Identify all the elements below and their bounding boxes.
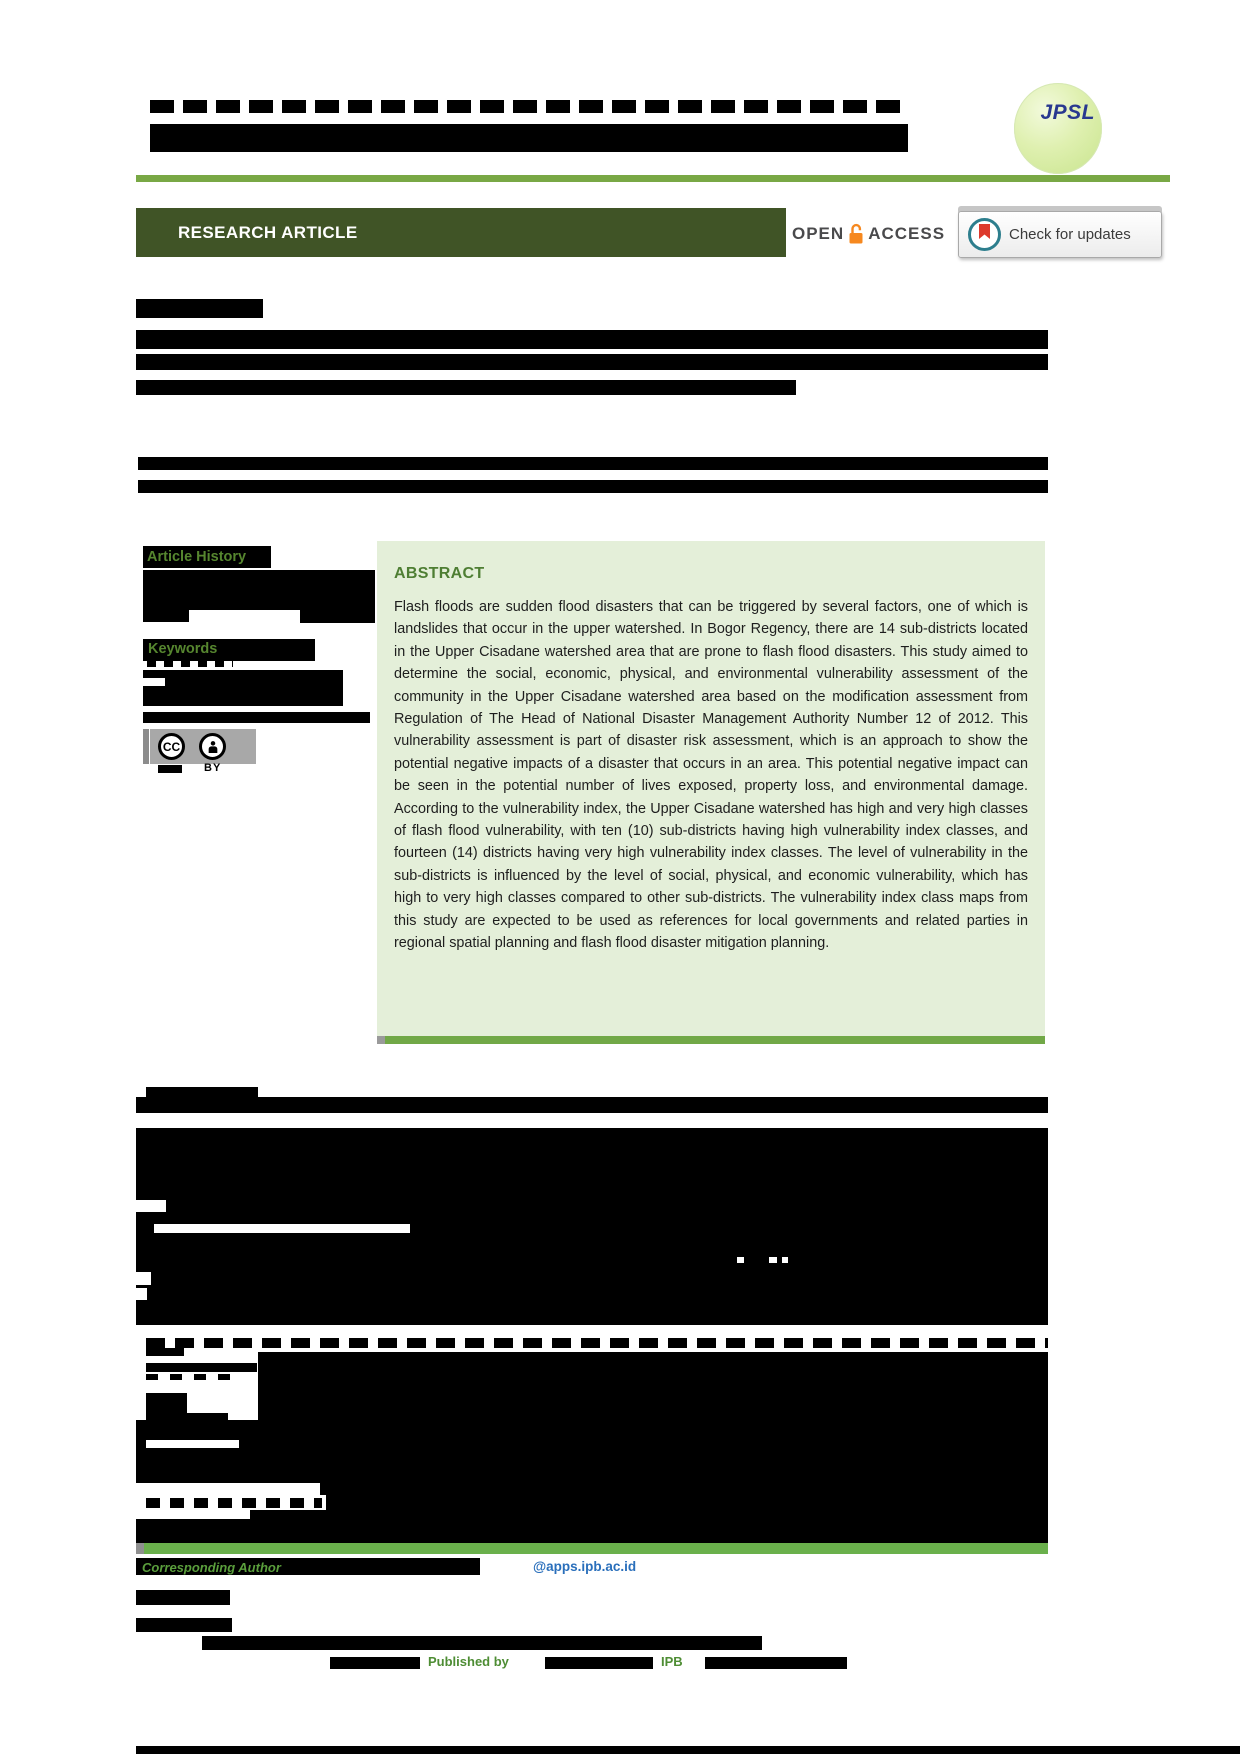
open-access-word-access: ACCESS	[868, 224, 946, 243]
redaction-gap	[136, 1272, 151, 1285]
redacted-dashed-line	[146, 1338, 1048, 1348]
footer-divider-cap	[136, 1543, 144, 1554]
corresponding-author-label: Corresponding Author	[142, 1560, 281, 1575]
logo-text: JPSL	[1040, 101, 1095, 124]
redacted-article-history-dates	[300, 610, 375, 623]
redacted-body-line	[146, 1393, 187, 1413]
license-badge-edge	[143, 729, 149, 764]
redaction-gap	[154, 1224, 410, 1233]
redaction-gap	[782, 1257, 788, 1263]
check-for-updates-button[interactable]	[958, 211, 1162, 258]
redacted-publisher-segment	[705, 1657, 847, 1669]
redacted-author-line	[136, 354, 1048, 370]
redacted-body-line	[136, 1097, 1048, 1113]
crossmark-bookmark-icon	[979, 224, 990, 239]
corresponding-author-email-link[interactable]: @apps.ipb.ac.id	[533, 1559, 637, 1574]
abstract-panel	[377, 541, 1045, 1036]
redacted-journal-title-line	[150, 100, 906, 113]
footer-green-divider	[136, 1543, 1048, 1554]
publisher-text-fragment: IPB	[661, 1654, 683, 1669]
redacted-keyword-dashes	[147, 661, 233, 667]
redacted-footer-line	[136, 1618, 232, 1632]
publisher-text-fragment: Published by	[428, 1654, 509, 1669]
abstract-heading: ABSTRACT	[394, 565, 485, 582]
research-article-banner	[136, 208, 786, 257]
header-green-rule	[136, 175, 1170, 182]
redacted-affiliation-line	[138, 457, 1048, 470]
redacted-keyword-line	[143, 712, 370, 723]
redaction-gap	[146, 1440, 239, 1448]
redacted-body-block	[258, 1352, 1048, 1543]
redacted-publisher-segment	[545, 1657, 653, 1669]
redaction-gap	[737, 1257, 744, 1263]
redaction-gap	[136, 1288, 147, 1300]
redacted-journal-subtitle	[150, 124, 908, 152]
redacted-license-caption	[158, 765, 182, 773]
redacted-body-line	[146, 1363, 257, 1372]
by-label: BY	[204, 762, 222, 774]
redacted-body-line	[146, 1413, 228, 1420]
person-icon	[199, 733, 226, 760]
redacted-affiliation-line	[136, 380, 796, 395]
redacted-article-history-dates	[143, 570, 375, 610]
redaction-gap	[769, 1257, 777, 1263]
article-history-label: Article History	[147, 549, 247, 565]
redacted-publisher-segment	[330, 1657, 420, 1669]
redaction-gap	[136, 1200, 166, 1212]
open-access-word-open: OPEN	[792, 224, 845, 243]
open-padlock-icon	[848, 223, 864, 245]
check-for-updates-label: Check for updates	[1009, 226, 1131, 243]
redacted-author-line	[136, 299, 263, 318]
crossmark-icon	[968, 218, 1001, 251]
redacted-footer-line	[136, 1590, 230, 1605]
redacted-dashed-line	[146, 1498, 322, 1508]
redacted-article-history-dates	[143, 610, 189, 622]
redacted-body-line	[146, 1348, 184, 1356]
redacted-bottom-strip	[136, 1746, 1240, 1754]
redaction-gap	[136, 1510, 250, 1519]
abstract-text: Flash floods are sudden flood disasters that can be triggered by several factors, one of which is landslides that occur in the upper watershed. In Bogor Regency, there are 14 sub-districts located in the Upper Cisadane watershed area that are prone to flash flood disasters. This study aimed to determine the social, economic, physical, and environmental vulnerability assessment of the community in the Upper Cisadane watershed area based on the modification assessment from Regulation of The Head of National Disaster Management Authority Number 12 of 2012. This vulnerability assessment is part of disaster risk assessment, which is an approach to show the potential negative impacts of a disaster that occurs in an area. This potential negative impact can be seen in the potential number of lives exposed, property loss, and environmental damage. According to the vulnerability index, the Upper Cisadane watershed has high and very high classes of flash flood vulnerability, with ten (10) sub-districts having high vulnerability index classes, and fourteen (14) districts having very high vulnerability index classes. The level of vulnerability in the sub-districts is influenced by the level of social, physical, and economic vulnerability, which has high to very high classes compared to other sub-districts. The vulnerability index class maps from this study are expected to be used as references for local governments and related parties in regional spatial planning and flash flood disaster mitigation planning.	[394, 599, 1028, 952]
cc-by-license-badge[interactable]	[150, 729, 256, 764]
redacted-keyword-line	[143, 670, 343, 706]
redacted-author-line	[136, 330, 1048, 349]
keywords-label: Keywords	[148, 641, 218, 657]
jpsl-journal-logo	[1014, 83, 1102, 174]
research-article-label: RESEARCH ARTICLE	[178, 222, 358, 242]
redaction-gap	[136, 1483, 320, 1495]
abstract-bottom-border	[377, 1036, 1045, 1044]
redacted-small-dashes	[146, 1374, 236, 1380]
cc-icon: CC	[158, 733, 185, 760]
redacted-section-heading	[146, 1087, 258, 1097]
redacted-footer-line	[202, 1636, 762, 1650]
abstract-border-cap	[377, 1036, 385, 1044]
redacted-body-block	[136, 1420, 258, 1543]
open-access-logo	[792, 220, 945, 248]
redacted-affiliation-line	[138, 480, 1048, 493]
redaction-gap	[143, 678, 165, 686]
